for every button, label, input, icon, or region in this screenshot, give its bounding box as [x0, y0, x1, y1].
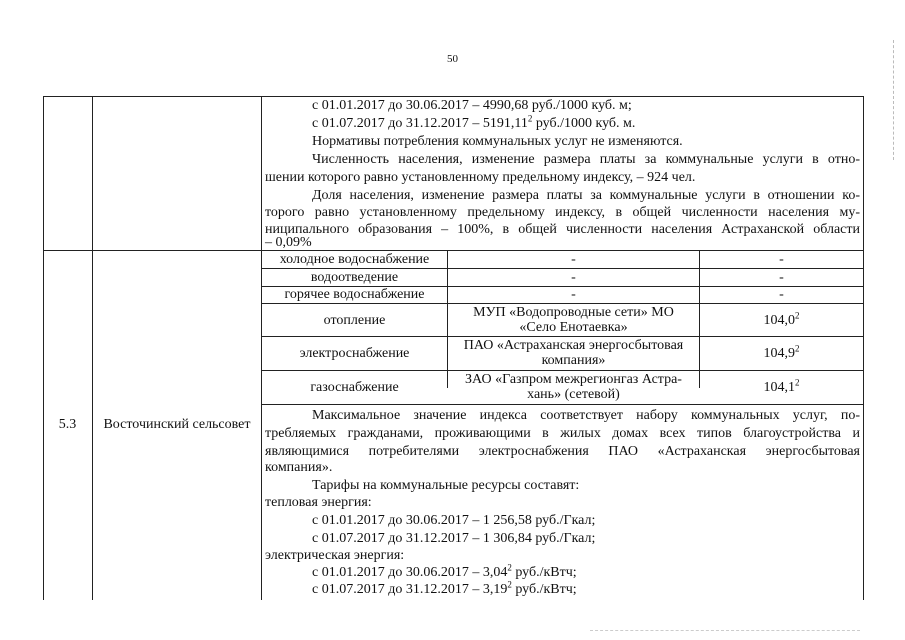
- section-name: Восточинский сельсовет: [103, 417, 251, 432]
- service-name: холодное водоснабжение: [279, 252, 430, 267]
- rule-service-6: [261, 404, 864, 405]
- population-line-1: Численность населения, изменение размера платы за коммунальные услуги в отно-: [312, 152, 860, 167]
- section-number: 5.3: [58, 417, 77, 432]
- max-index-line-1: Максимальное значение индекса соответствует набору коммунальных услуг, по-: [312, 408, 860, 423]
- footer-scan-mark: [590, 630, 860, 631]
- rule-service-4: [261, 336, 864, 337]
- rule-col1: [92, 96, 93, 600]
- service-provider: компания»: [541, 353, 606, 368]
- service-index: -: [779, 252, 784, 267]
- share-line-2: торого равно установленному предельному индексу, в общей численности населения му-: [265, 205, 860, 220]
- service-provider: -: [571, 270, 576, 285]
- electric-tariff-2: с 01.07.2017 до 31.12.2017 – 3,19$^2$ руб./кВтч;: [312, 579, 577, 597]
- service-index: 104,0$^2$: [763, 310, 800, 328]
- share-line-1: Доля населения, изменение размера платы за коммунальные услуги в отношении ко-: [312, 188, 860, 203]
- service-provider: «Село Енотаевка»: [519, 320, 628, 335]
- max-index-line-2: требляемых гражданами, проживающими в жилых домах всех типов благоустройства и: [265, 426, 860, 441]
- electric-label: электрическая энергия:: [265, 548, 405, 563]
- rule-right: [863, 96, 864, 600]
- rule-left: [43, 96, 44, 600]
- rule-service-5: [261, 370, 864, 371]
- service-name: газоснабжение: [310, 380, 399, 395]
- service-provider: ПАО «Астраханская энергосбытовая: [463, 338, 684, 353]
- tariff-water-line-1: с 01.01.2017 до 30.06.2017 – 4990,68 руб./1000 куб. м;: [312, 98, 632, 113]
- max-index-line-4: компания».: [265, 460, 333, 475]
- norms-text: Нормативы потребления коммунальных услуг не изменяются.: [312, 134, 683, 149]
- heat-tariff-2: с 01.07.2017 до 31.12.2017 – 1 306,84 руб./Гкал;: [312, 531, 596, 546]
- rule-service-1: [261, 268, 864, 269]
- share-line-3: ниципального образования – 100%, в общей численности населения Астраханской области: [265, 222, 860, 237]
- service-provider: МУП «Водопроводные сети» МО: [473, 305, 674, 320]
- table-frame: [43, 96, 864, 600]
- service-index: 104,1$^2$: [763, 377, 800, 395]
- service-name: электроснабжение: [299, 346, 410, 361]
- service-index: -: [779, 270, 784, 285]
- service-index: 104,9$^2$: [763, 343, 800, 361]
- rule-row-divider: [43, 250, 864, 251]
- service-provider: -: [571, 287, 576, 302]
- service-name: горячее водоснабжение: [284, 287, 425, 302]
- tariffs-intro: Тарифы на коммунальные ресурсы составят:: [312, 478, 580, 493]
- service-name: водоотведение: [310, 270, 399, 285]
- max-index-line-3: являющимися потребителями электроснабжения ПАО «Астраханская энергосбытовая: [265, 444, 860, 459]
- scan-edge-mark: [893, 40, 895, 160]
- service-provider: хань» (сетевой): [527, 387, 620, 402]
- service-name: отопление: [323, 313, 386, 328]
- page-number: 50: [447, 53, 458, 65]
- heat-label: тепловая энергия:: [265, 495, 372, 510]
- rule-service-3: [261, 303, 864, 304]
- service-provider: -: [571, 252, 576, 267]
- rule-top: [43, 96, 864, 97]
- share-line-4: – 0,09%: [265, 235, 312, 250]
- electric-tariff-1: с 01.01.2017 до 30.06.2017 – 3,04$^2$ руб./кВтч;: [312, 562, 577, 580]
- population-line-2: шении которого равно установленному предельному индексу, – 924 чел.: [265, 170, 696, 185]
- service-provider: ЗАО «Газпром межрегионгаз Астра-: [465, 372, 682, 387]
- heat-tariff-1: с 01.01.2017 до 30.06.2017 – 1 256,58 руб./Гкал;: [312, 513, 596, 528]
- tariff-water-line-2: с 01.07.2017 до 31.12.2017 – 5191,11$^2$ руб./1000 куб. м.: [312, 113, 636, 131]
- service-index: -: [779, 287, 784, 302]
